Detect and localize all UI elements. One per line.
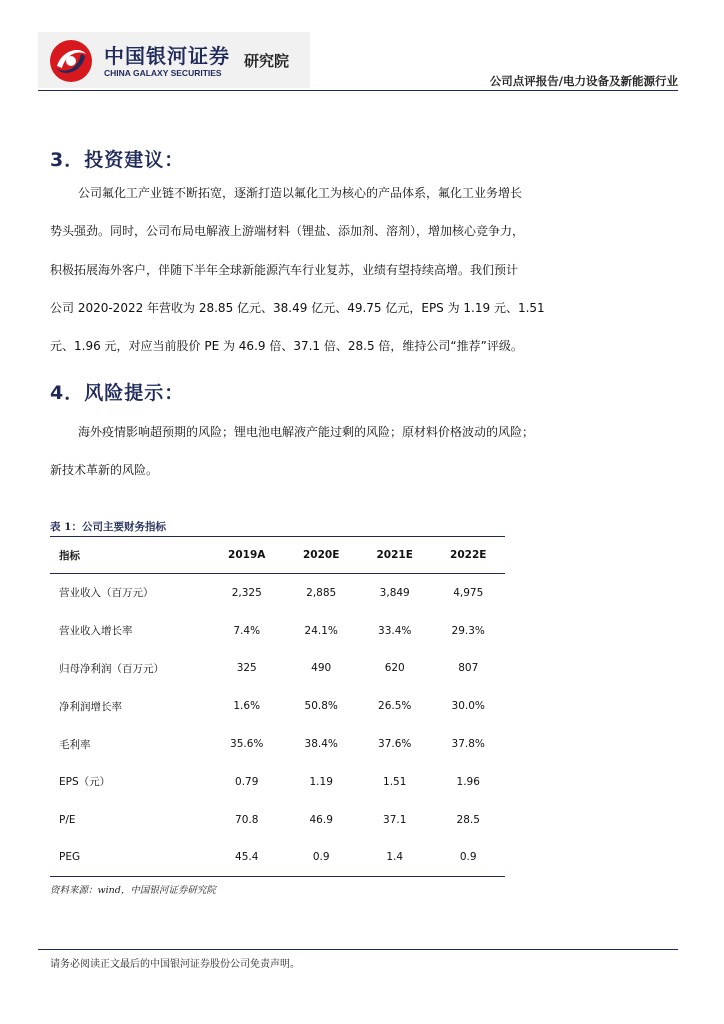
table-cell: 2,325 [231,586,262,599]
invest-line: 公司氟化工产业链不断拓宽，逐渐打造以氟化工为核心的产品体系，氟化工业务增长 [78,186,523,200]
table-cell: 33.4% [378,624,412,637]
institute-label: 研究院 [244,52,290,70]
table-cell: 37.6% [378,738,412,751]
table-cell: 37.8% [451,738,485,751]
table-cell: 7.4% [233,624,261,637]
table-row [50,725,505,763]
table-cell: 46.9 [309,813,333,826]
row-label: 营业收入（百万元） [59,587,154,600]
financial-table [50,536,505,877]
table-header-row [50,537,505,574]
table-cell: 620 [384,662,405,675]
table-cell: 4,975 [453,586,484,599]
table-row [50,650,505,688]
table-row [50,801,505,839]
invest-line: 公司 2020-2022 年营收为 28.85 亿元、38.49 亿元、49.75 亿元，EPS 为 1.19 元、1.51 [50,301,545,315]
invest-line: 元、1.96 元，对应当前股价 PE 为 46.9 倍、37.1 倍、28.5 倍，维持公司“推荐”评级。 [50,339,523,353]
row-label: 营业收入增长率 [59,625,133,638]
table-row [50,612,505,650]
table-cell: 26.5% [378,700,412,713]
table-row [50,763,505,801]
header-cell: 指标 [59,549,80,562]
header-cell: 2020E [302,549,340,561]
logo-english-name: CHINA GALAXY SECURITIES [104,68,222,78]
table-cell: 0.9 [312,851,330,864]
header-cell: 2021E [376,549,413,561]
table-cell: 37.1 [383,813,407,826]
table-cell: 38.4% [304,738,338,751]
table-cell: 50.8% [304,700,338,713]
report-category: 公司点评报告/电力设备及新能源行业 [489,74,678,88]
risk-line: 新技术革新的风险。 [50,463,159,477]
row-label: P/E [59,813,76,826]
table-cell: 3,849 [379,586,410,599]
table-cell: 807 [458,662,479,675]
table-cell: 1.6% [233,700,261,713]
report-header [38,32,678,92]
table-cell: 1.96 [456,775,480,788]
logo-chinese-name: 中国银河证券 [104,44,230,68]
table-row [50,839,505,877]
financial-table-block [50,518,505,877]
footer-disclaimer: 请务必阅读正文最后的中国银河证券股份公司免责声明。 [50,959,300,970]
table-cell: 45.4 [235,851,259,864]
table-cell: 35.6% [230,738,264,751]
table-row [50,574,505,612]
table-cell: 1.19 [309,775,333,788]
risk-line: 海外疫情影响超预期的风险；锂电池电解液产能过剩的风险；原材料价格波动的风险； [78,425,535,439]
table-row [50,687,505,725]
row-label: 归母净利润（百万元） [59,662,164,675]
galaxy-logo-icon [48,38,94,84]
table-cell: 0.9 [459,851,477,864]
row-label: 毛利率 [59,738,91,751]
table-cell: 490 [311,662,332,675]
table-cell: 2,885 [306,586,337,599]
invest-section-title: 3．投资建议： [50,149,185,171]
row-label: 净利润增长率 [59,700,122,713]
table-cell: 1.51 [383,775,407,788]
table-cell: 0.79 [235,775,259,788]
risk-section-title: 4．风险提示： [50,382,185,404]
table-source-note: 资料来源：wind，中国银河证券研究院 [50,885,216,896]
table-cell: 325 [236,662,257,675]
table-cell: 1.4 [386,851,404,864]
header-cell: 2019A [228,549,266,561]
table-cell: 70.8 [235,813,259,826]
header-divider [38,90,678,91]
invest-line: 积极拓展海外客户，伴随下半年全球新能源汽车行业复苏，业绩有望持续高增。我们预计 [50,263,519,277]
table-cell: 24.1% [304,624,338,637]
company-logo [38,32,310,88]
row-label: EPS（元） [59,776,111,789]
footer-divider [38,949,678,950]
invest-line: 势头强劲。同时，公司布局电解液上游端材料（锂盐、添加剂、溶剂），增加核心竞争力， [50,224,525,238]
table-cell: 29.3% [451,624,485,637]
header-cell: 2022E [450,549,487,561]
table-cell: 30.0% [451,700,485,713]
row-label: PEG [59,851,81,864]
table-cell: 28.5 [456,813,480,826]
table-caption: 表 1：公司主要财务指标 [50,521,166,533]
